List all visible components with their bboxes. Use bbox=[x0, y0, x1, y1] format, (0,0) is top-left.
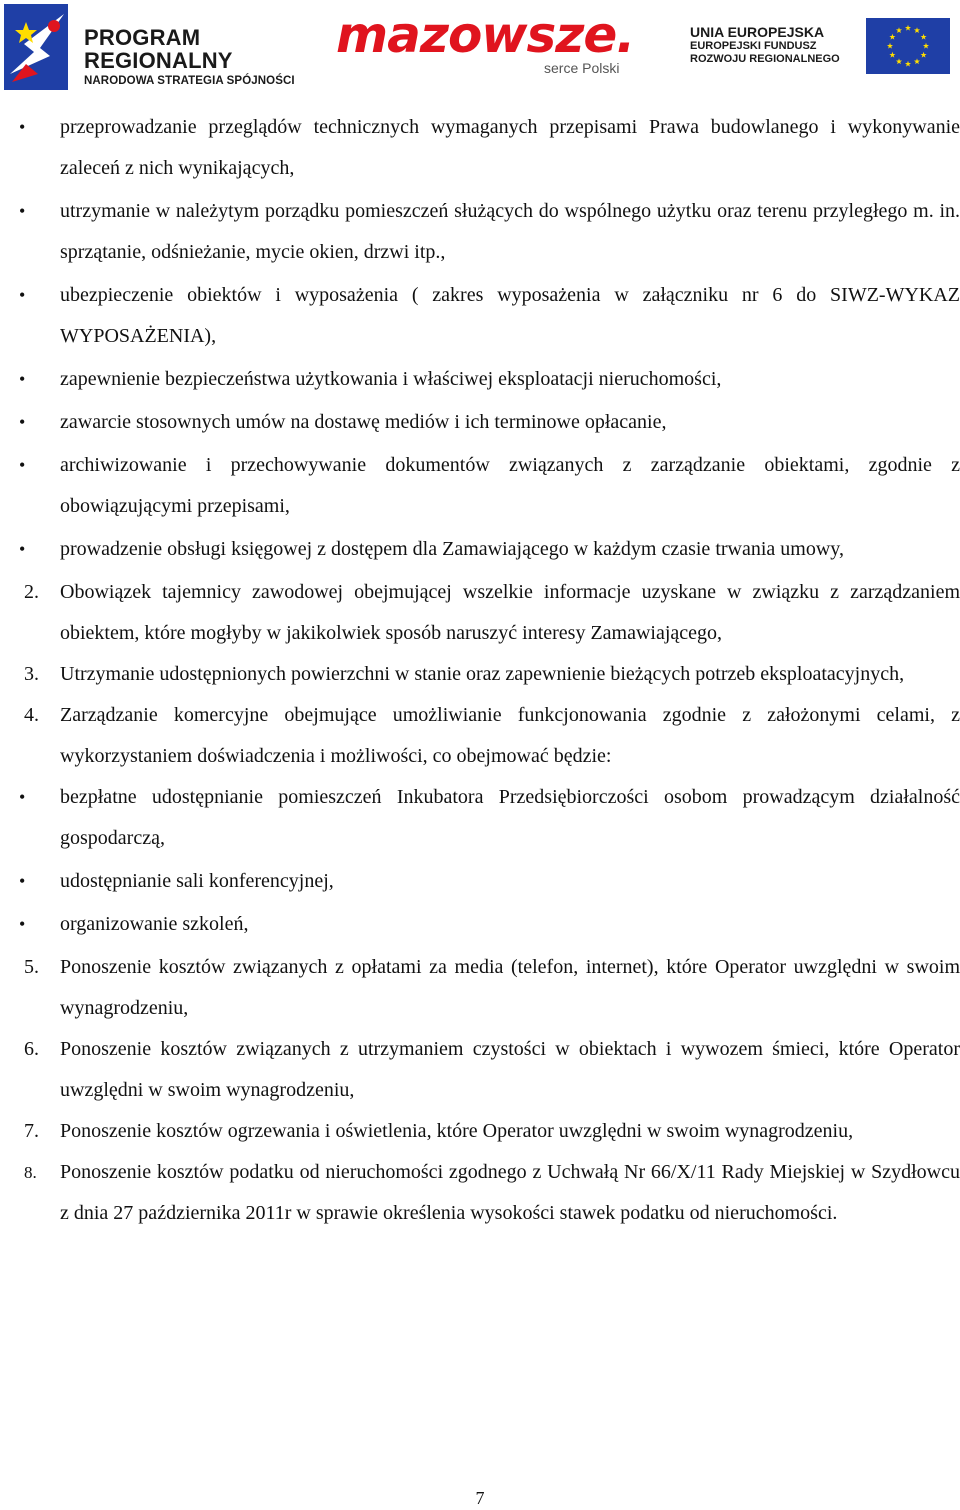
program-regionalny-emblem-icon bbox=[4, 4, 68, 90]
bullet-item bbox=[0, 777, 960, 859]
item-number: 6. bbox=[24, 1038, 39, 1060]
item-text: Zarządzanie komercyjne obejmujące umożliwianie funkcjonowania zgodnie z założonymi celami, z wykorzystaniem doświadczenia i możliwości, co obejmować będzie: bbox=[60, 704, 960, 767]
bullet-marker: • bbox=[19, 201, 26, 221]
item-text: ubezpieczenie obiektów i wyposażenia ( zakres wyposażenia w załączniku nr 6 do SIWZ-WYKAZ WYPOSAŻENIA), bbox=[60, 284, 960, 347]
mazowsze-logo bbox=[336, 6, 646, 86]
bullet-item bbox=[0, 107, 960, 189]
item-number: 7. bbox=[24, 1120, 39, 1142]
bullet-marker: • bbox=[19, 914, 26, 934]
eu-fund-line2: ROZWOJU REGIONALNEGO bbox=[690, 53, 840, 65]
bullet-marker: • bbox=[19, 787, 26, 807]
item-number: 4. bbox=[24, 704, 39, 726]
item-text: bezpłatne udostępnianie pomieszczeń Inkubatora Przedsiębiorczości osobom prowadzącym działalność gospodarczą, bbox=[60, 786, 960, 849]
numbered-item bbox=[0, 654, 960, 695]
item-text: udostępnianie sali konferencyjnej, bbox=[60, 870, 334, 892]
eu-text bbox=[690, 24, 840, 66]
bullet-marker: • bbox=[19, 455, 26, 475]
program-regionalny-logo bbox=[4, 4, 304, 90]
numbered-item bbox=[0, 695, 960, 777]
item-number: 3. bbox=[24, 663, 39, 685]
bullet-item bbox=[0, 402, 960, 443]
eu-title: UNIA EUROPEJSKA bbox=[690, 24, 825, 40]
item-text: archiwizowanie i przechowywanie dokumentów związanych z zarządzanie obiektami, zgodnie z obowiązującymi przepisami, bbox=[60, 454, 960, 517]
item-text: Ponoszenie kosztów związanych z utrzymaniem czystości w obiektach i wywozem śmieci, które Operator uwzględni w swoim wynagrodzeniu, bbox=[60, 1038, 960, 1101]
bullet-marker: • bbox=[19, 285, 26, 305]
item-text: prowadzenie obsługi księgowej z dostępem dla Zamawiającego w każdym czasie trwania umowy, bbox=[60, 538, 844, 560]
item-text: organizowanie szkoleń, bbox=[60, 913, 249, 935]
bullet-marker: • bbox=[19, 117, 26, 137]
program-title-line2: REGIONALNY bbox=[84, 48, 233, 73]
item-text: Ponoszenie kosztów związanych z opłatami za media (telefon, internet), które Operator uwzględni w swoim wynagrodzeniu, bbox=[60, 956, 960, 1019]
item-text: przeprowadzanie przeglądów technicznych wymaganych przepisami Prawa budowlanego i wykonywanie zaleceń z nich wynikających, bbox=[60, 116, 960, 179]
bullet-marker: • bbox=[19, 539, 26, 559]
item-text: utrzymanie w należytym porządku pomieszczeń służących do wspólnego użytku oraz terenu przyległego m. in. sprzątanie, odśnieżanie, mycie okien, drzwi itp., bbox=[60, 200, 960, 263]
bullet-item bbox=[0, 359, 960, 400]
item-text: Utrzymanie udostępnionych powierzchni w stanie oraz zapewnienie bieżących potrzeb eksploatacyjnych, bbox=[60, 663, 905, 685]
bullet-item bbox=[0, 861, 960, 902]
item-text: Ponoszenie kosztów ogrzewania i oświetlenia, które Operator uwzględni w swoim wynagrodzeniu, bbox=[60, 1120, 854, 1142]
numbered-item bbox=[0, 947, 960, 1029]
item-text: Obowiązek tajemnicy zawodowej obejmującej wszelkie informacje uzyskane w związku z zarządzaniem obiektem, które mogłyby w jakikolwiek sposób naruszyć interesy Zamawiającego, bbox=[60, 581, 960, 644]
document-body bbox=[0, 107, 960, 1234]
page-number: 7 bbox=[475, 1488, 485, 1508]
program-title-line1: PROGRAM bbox=[84, 25, 201, 50]
numbered-item bbox=[0, 1111, 960, 1152]
item-number: 8. bbox=[24, 1163, 37, 1182]
eu-flag-icon bbox=[866, 18, 950, 74]
bullet-marker: • bbox=[19, 871, 26, 891]
item-text: zapewnienie bezpieczeństwa użytkowania i właściwej eksploatacji nieruchomości, bbox=[60, 368, 722, 390]
bullet-marker: • bbox=[19, 369, 26, 389]
page-header bbox=[0, 0, 960, 95]
bullet-marker: • bbox=[19, 412, 26, 432]
eu-logo bbox=[690, 14, 954, 84]
numbered-item bbox=[0, 572, 960, 654]
numbered-item bbox=[0, 1029, 960, 1111]
bullet-item bbox=[0, 445, 960, 527]
program-regionalny-text bbox=[84, 26, 295, 87]
item-text: Ponoszenie kosztów podatku od nieruchomości zgodnego z Uchwałą Nr 66/X/11 Rady Miejskiej w Szydłowcu z dnia 27 października 2011r w sprawie określenia wysokości stawek podatku od nieruchomości. bbox=[60, 1161, 960, 1224]
mazowsze-tagline: serce Polski bbox=[544, 60, 620, 76]
item-number: 5. bbox=[24, 956, 39, 978]
item-text: zawarcie stosownych umów na dostawę mediów i ich terminowe opłacanie, bbox=[60, 411, 667, 433]
mazowsze-wordmark: mazowsze. bbox=[336, 6, 635, 64]
bullet-item bbox=[0, 275, 960, 357]
item-number: 2. bbox=[24, 581, 39, 603]
bullet-item bbox=[0, 529, 960, 570]
eu-fund-line1: EUROPEJSKI FUNDUSZ bbox=[690, 40, 817, 52]
bullet-item bbox=[0, 191, 960, 273]
numbered-item bbox=[0, 1152, 960, 1234]
program-subtitle: NARODOWA STRATEGIA SPÓJNOŚCI bbox=[84, 75, 295, 87]
bullet-item bbox=[0, 904, 960, 945]
